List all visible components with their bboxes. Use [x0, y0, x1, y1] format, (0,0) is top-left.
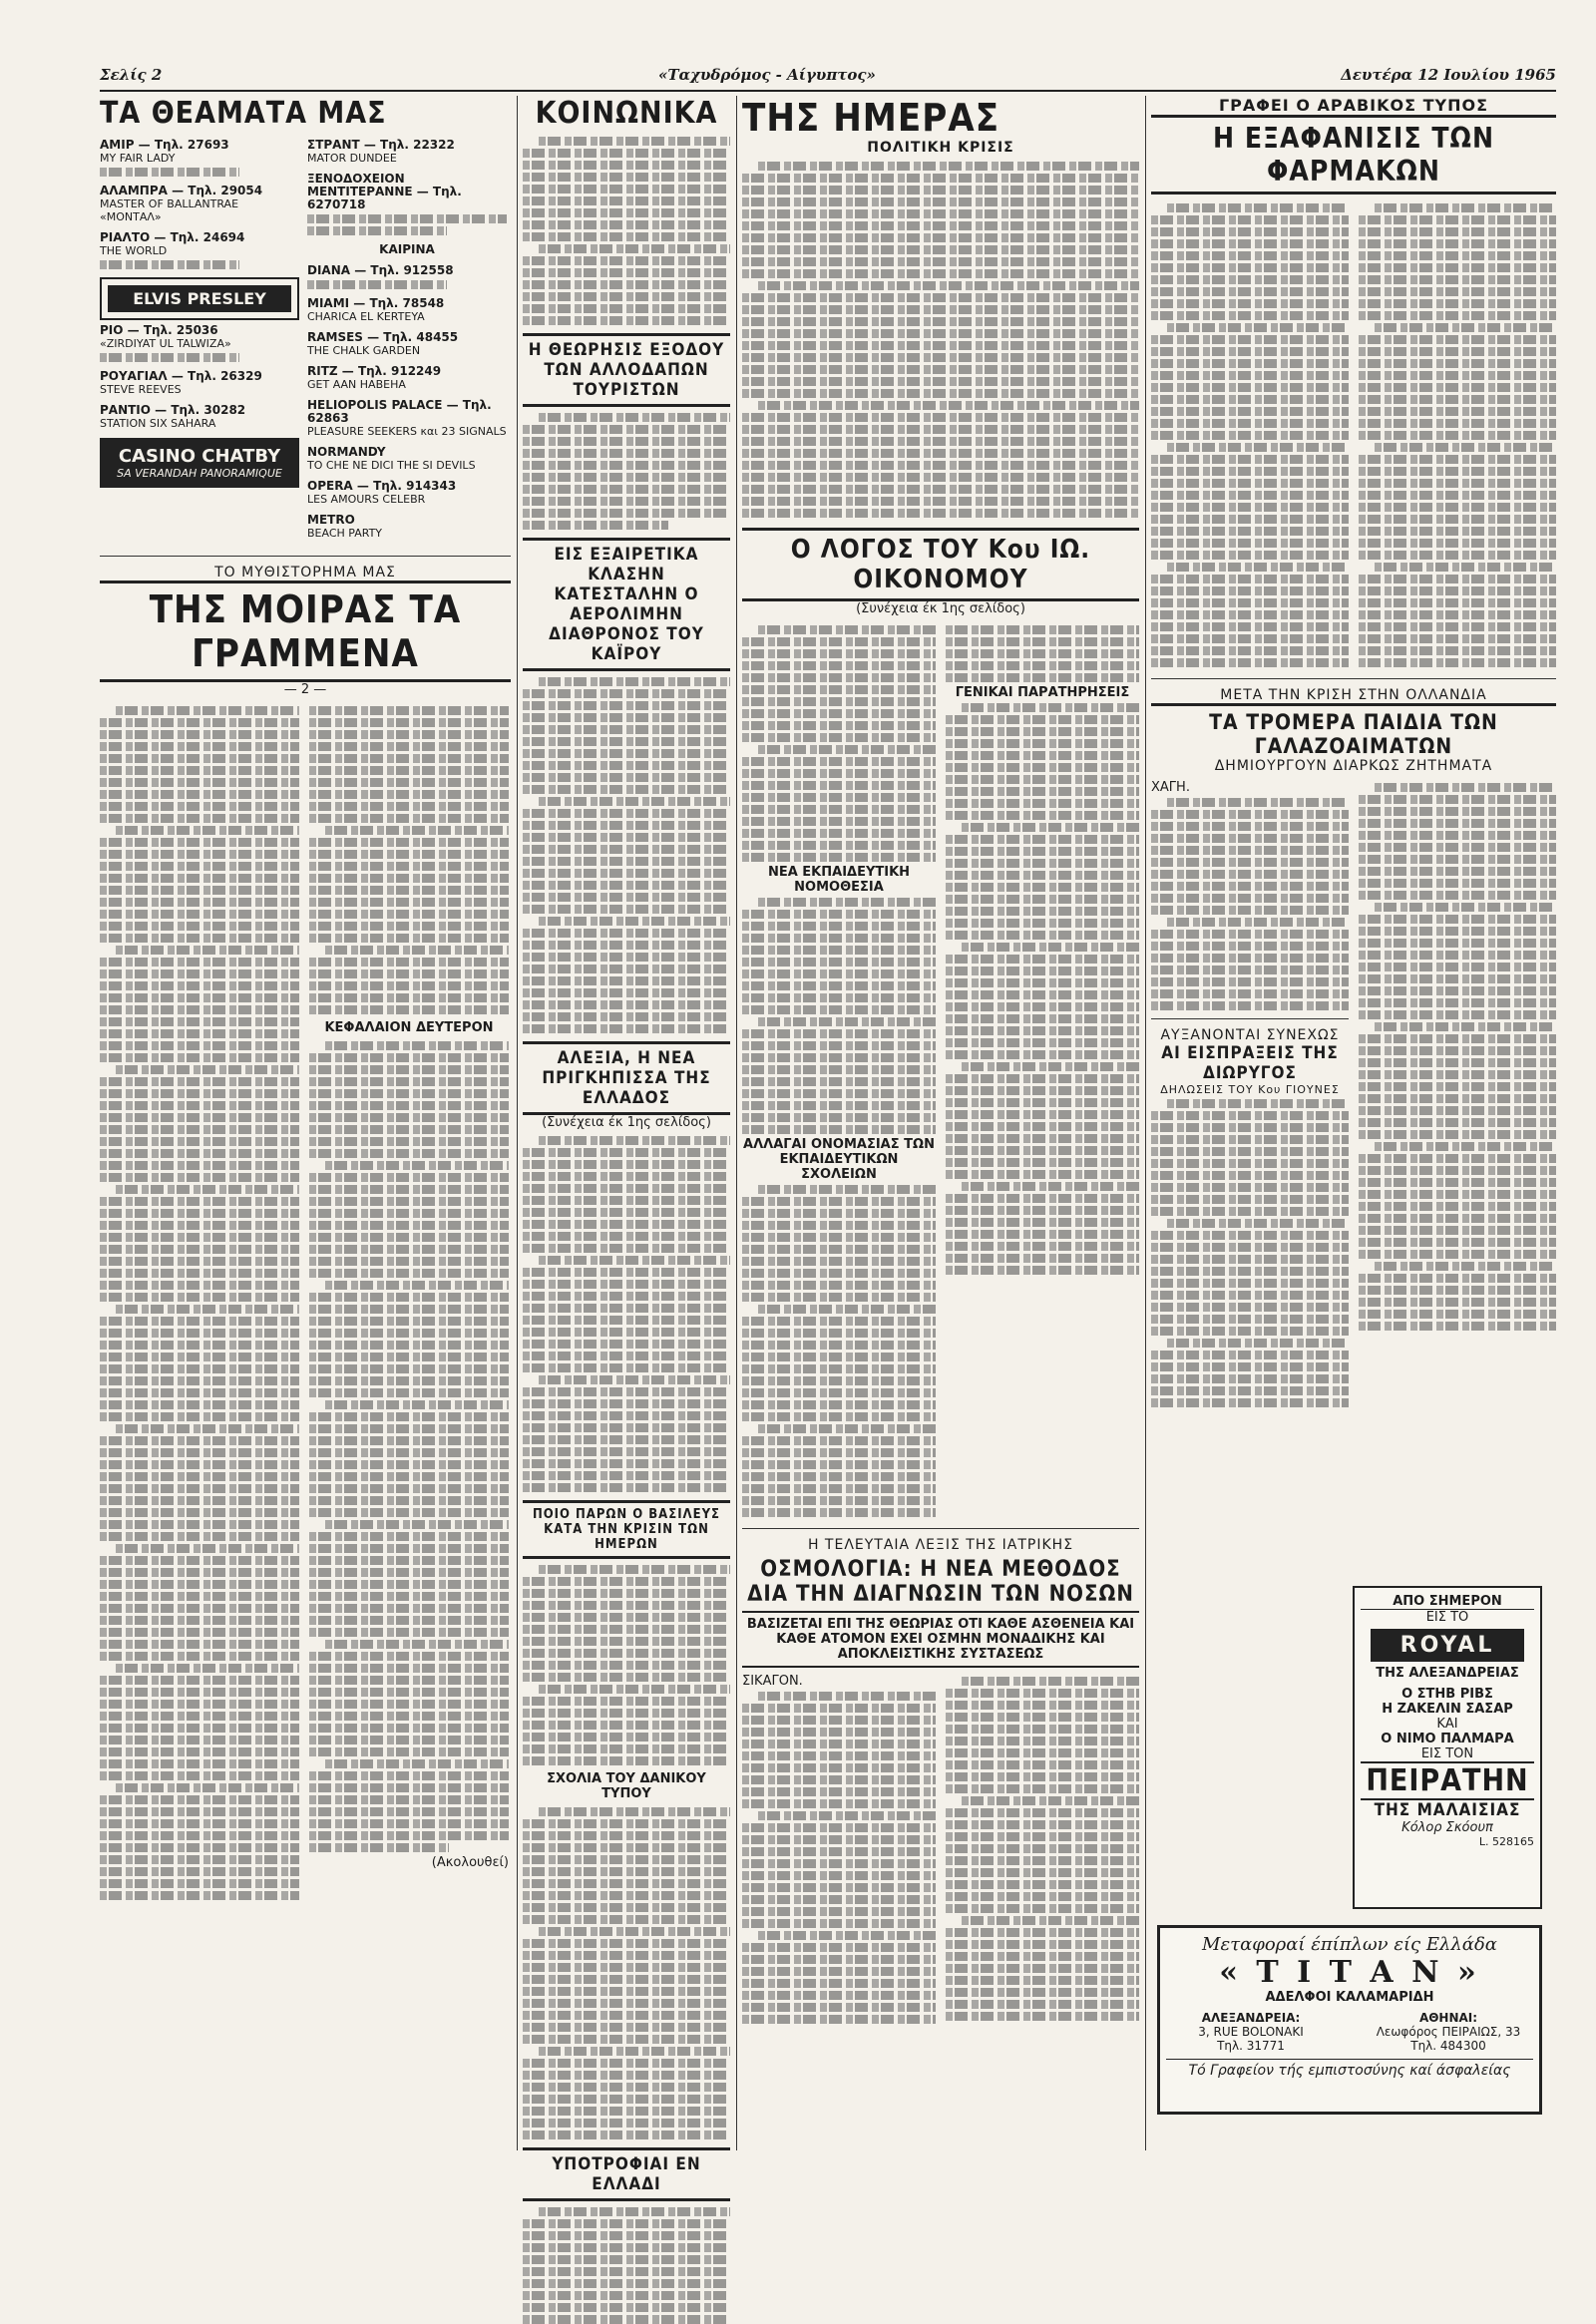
subheading: ΓΕΝΙΚΑΙ ΠΑΡΑΤΗΡΗΣΕΙΣ [955, 685, 1130, 700]
titan-owners: ΑΔΕΛΦΟΙ ΚΑΛΑΜΑΡΙΔΗ [1265, 1990, 1434, 2005]
drugs-text-right [1359, 200, 1556, 670]
holland-text-left [1151, 780, 1349, 1410]
masthead [100, 64, 1556, 92]
medical-subtitle: ΒΑΣΙΖΕΤΑΙ ΕΠΙ ΤΗΣ ΘΕΩΡΙΑΣ ΟΤΙ ΚΑΘΕ ΑΣΘΕΝΕΙΑ ΚΑΙ ΚΑΘΕ ΑΤΟΜΟΝ ΕΧΕΙ ΟΣΜΗΝ ΜΟΝΑΔΙΚΗΣ ΚΑΙ ΑΠΟΚΛΕΙΣΤΙΚΗΣ ΣΥΣΤΑΣΕΩΣ [742, 1611, 1139, 1668]
elvis-ad: ELVIS PRESLEY [100, 277, 299, 320]
article-heading: ΣΧΟΛΙΑ ΤΟΥ ΔΑΝΙΚΟΥ ΤΥΠΟΥ [547, 1771, 706, 1801]
holland-subtitle: ΔΗΜΙΟΥΡΓΟΥΝ ΔΙΑΡΚΩΣ ΖΗΤΗΜΑΤΑ [1214, 758, 1493, 774]
medical-text-left [742, 1674, 936, 2027]
cinema-ad-top: ΑΠΟ ΣΗΜΕΡΟΝ [1361, 1594, 1534, 1610]
speech-continuation: (Συνέχεια έκ 1ης σελίδος) [856, 601, 1025, 616]
cinema-ad-eis-ton: ΕΙΣ ΤΟΝ [1420, 1746, 1474, 1761]
theatre-entry: ΚΑΙΡΙΝΑ [379, 242, 435, 256]
column-social [523, 96, 730, 2194]
serial-more: (Ακολουθεί) [431, 1855, 509, 1870]
day-heading: ΤΗΣ ΗΜΕΡΑΣ [742, 96, 1000, 140]
cast-3: Ο ΝΙΜΟ ΠΑΛΜΑΡΑ [1381, 1732, 1514, 1746]
drugs-title: Η ΕΞΑΦΑΝΙΣΙΣ ΤΩΝ ΦΑΡΜΑΚΩΝ [1151, 115, 1556, 194]
cast-and: ΚΑΙ [1436, 1717, 1458, 1732]
page-number: Σελίς 2 [100, 66, 163, 84]
arab-press-kicker: ΓΡΑΦΕΙ Ο ΑΡΑΒΙΚΟΣ ΤΥΠΟΣ [1218, 96, 1489, 115]
theatre-entry: ΡΙΑΛΤΟ — Τηλ. 24694 THE WORLD [100, 231, 299, 269]
theatre-entry: ΑΛΑΜΠΡΑ — Τηλ. 29054 MASTER OF BALLANTRAE «ΜΟΝΤΑΛ» [100, 184, 263, 223]
theatre-entry: ΣΤΡΑΝΤ — Τηλ. 22322 MATOR DUNDEE [307, 138, 455, 165]
speech-heading: Ο ΛΟΓΟΣ ΤΟΥ Κου ΙΩ. ΟΙΚΟΝΟΜΟΥ [742, 528, 1139, 601]
paper-name: «Ταχυδρόμος - Αίγυπτος» [658, 66, 876, 84]
article-heading: ΥΠΟΤΡΟΦΙΑΙ ΕΝ ΕΛΛΑΔΙ [523, 2147, 730, 2201]
titan-line1: Μεταφοραί έπίπλων είς Ελλάδα [1202, 1934, 1497, 1955]
holland-title: ΤΑ ΤΡΟΜΕΡΑ ΠΑΙΔΙΑ ΤΩΝ ΓΑΛΑΖΟΑΙΜΑΤΩΝ [1151, 703, 1556, 758]
theatre-entry: AMIP — Τηλ. 27693 MY FAIR LADY [100, 139, 299, 177]
serial-text-left [100, 703, 299, 1903]
theatre-entry: ΡΙΟ — Τηλ. 25036 «ZIRDIYAT UL TALWIZA» [100, 324, 299, 362]
section-heading: ΠΟΛΙΤΙΚΗ ΚΡΙΣΙΣ [867, 140, 1014, 156]
canal-subtitle: ΔΗΛΩΣΕΙΣ ΤΟΥ Κου ΓΙΟΥΝΕΣ [1160, 1083, 1340, 1096]
film-title: ΠΕΙΡΑΤΗΝ [1361, 1761, 1534, 1800]
article-heading: Η ΘΕΩΡΗΣΙΣ ΕΞΟΔΟΥ ΤΩΝ ΑΛΛΟΔΑΠΩΝ ΤΟΥΡΙΣΤΩΝ [523, 333, 730, 407]
column-of-the-day [742, 96, 1139, 2150]
film-title-2: ΤΗΣ ΜΑΛΑΙΣΙΑΣ [1374, 1800, 1521, 1820]
column-theatres [100, 96, 511, 2150]
theatre-entry: DIANA — Τηλ. 912558 [307, 264, 507, 289]
issue-date: Δευτέρα 12 Ιουλίου 1965 [1341, 66, 1556, 84]
column-rule [1145, 96, 1146, 2150]
drugs-text-left [1151, 200, 1349, 670]
theatre-entry: MIAMI — Τηλ. 78548 CHARICA EL KERTEYA [307, 296, 445, 323]
titan-athens: ΑΘΗΝΑΙ: Λεωφόρος ΠΕΙΡΑΙΩΣ, 33 Τηλ. 484300 [1376, 2011, 1521, 2053]
column-rule [736, 96, 737, 2150]
theatre-entry: METRO BEACH PARTY [307, 513, 383, 540]
theatre-entry: ΞΕΝΟΔΟΧΕΙΟΝ ΜΕΝΤΙΤΕΡΑΝΝΕ — Τηλ. 6270718 [307, 173, 507, 235]
titan-ad [1157, 1925, 1542, 2115]
theatre-entry: RITZ — Τηλ. 912249 GET AAN HABEHA [307, 364, 442, 391]
speech-text-left [742, 622, 936, 1520]
article-heading: ΕΙΣ ΕΞΑΙΡΕΤΙΚΑ ΚΛΑΣΗΝ ΚΑΤΕΣΤΑΛΗΝ Ο ΑΕΡΟΛΙΜΗΝ ΔΙΑΘΡΟΝΟΣ ΤΟΥ ΚΑΪΡΟΥ [523, 538, 730, 671]
serial-part: — 2 — [283, 682, 327, 697]
article-heading: ΑΛΕΞΙΑ, Η ΝΕΑ ΠΡΙΓΚΗΠΙΣΣΑ ΤΗΣ ΕΛΛΑΔΟΣ [523, 1041, 730, 1115]
subheading: ΑΛΛΑΓΑΙ ΟΝΟΜΑΣΙΑΣ ΤΩΝ ΕΚΠΑΙΔΕΥΤΙΚΩΝ ΣΧΟΛΕΙΩΝ [743, 1137, 935, 1182]
theatre-entry: OPERA — Τηλ. 914343 LES AMOURS CELEBR [307, 479, 457, 506]
casino-ad: CASINO CHATBY SA VERANDAH PANORAMIQUE [100, 438, 299, 488]
dateline: ΧΑΓΗ. [1151, 780, 1190, 795]
theatre-entry: RAMSES — Τηλ. 48455 THE CHALK GARDEN [307, 330, 459, 357]
medical-kicker: Η ΤΕΛΕΥΤΑΙΑ ΛΕΞΙΣ ΤΗΣ ΙΑΤΡΙΚΗΣ [807, 1537, 1074, 1553]
theatre-entry: ΡΑΝΤΙΟ — Τηλ. 30282 STATION SIX SAHARA [100, 403, 246, 430]
theatre-list-right [307, 137, 507, 548]
holland-kicker: ΜΕΤΑ ΤΗΝ ΚΡΙΣΗ ΣΤΗΝ ΟΛΛΑΝΔΙΑ [1220, 687, 1487, 703]
canal-title: ΑΙ ΕΙΣΠΡΑΞΕΙΣ ΤΗΣ ΔΙΩΡΥΓΟΣ [1161, 1043, 1339, 1083]
column-rule [517, 96, 518, 2150]
ad-code: L. 528165 [1478, 1835, 1534, 1848]
cast-1: Ο ΣΤΗΒ ΡΙΒΣ [1401, 1687, 1493, 1702]
titan-name: « Τ Ι Τ Α Ν » [1219, 1955, 1480, 1990]
theatre-entry: ΡΟΥΑΓΙΑΛ — Τηλ. 26329 STEVE REEVES [100, 369, 262, 396]
cinema-ad-eis-to: ΕΙΣ ΤΟ [1425, 1610, 1469, 1625]
dateline: ΣΙΚΑΓΟΝ. [742, 1674, 803, 1689]
titan-alex: ΑΛΕΞΑΝΔΡΕΙΑ: 3, RUE BOLONAKI Τηλ. 31771 [1198, 2011, 1304, 2053]
serial-kicker: ΤΟ ΜΥΘΙΣΤΟΡΗΜΑ ΜΑΣ [214, 565, 396, 581]
cast-2: Η ΖΑΚΕΛΙΝ ΣΑΣΑΡ [1382, 1702, 1513, 1717]
cinema-city: ΤΗΣ ΑΛΕΞΑΝΔΡΕΙΑΣ [1376, 1666, 1519, 1681]
subheading: ΝΕΑ ΕΚΠΑΙΔΕΥΤΙΚΗ ΝΟΜΟΘΕΣΙΑ [767, 865, 911, 895]
serial-text-right [309, 703, 509, 1903]
social-heading: ΚΟΙΝΩΝΙΚΑ [535, 96, 718, 131]
theatres-heading: ΤΑ ΘΕΑΜΑΤΑ ΜΑΣ [100, 96, 387, 131]
medical-text-right [946, 1674, 1139, 2027]
titan-slogan: Τό Γραφείον τής εμπιστοσύνης καί άσφαλείας [1166, 2059, 1533, 2079]
holland-text-right [1359, 780, 1556, 1410]
theatre-entry: NORMANDY TO CHE NE DICI THE SI DEVILS [307, 445, 476, 472]
cinema-logo: ROYAL [1371, 1629, 1524, 1662]
medical-title: ΟΣΜΟΛΟΓΙΑ: Η ΝΕΑ ΜΕΘΟΔΟΣ ΔΙΑ ΤΗΝ ΔΙΑΓΝΩΣΙΝ ΤΩΝ ΝΟΣΩΝ [747, 1557, 1134, 1607]
film-color: Κόλορ Σκόουπ [1401, 1820, 1493, 1835]
article-continuation: (Συνέχεια έκ 1ης σελίδος) [542, 1115, 711, 1130]
chapter-heading: ΚΕΦΑΛΑΙΟΝ ΔΕΥΤΕΡΟΝ [324, 1020, 494, 1035]
theatre-entry: HELIOPOLIS PALACE — Τηλ. 62863 PLEASURE SEEKERS και 23 SIGNALS [307, 398, 507, 438]
theatre-list-left [100, 137, 299, 548]
speech-text-right [946, 622, 1139, 1520]
article-heading: ΠΟΙΟ ΠΑΡΩΝ Ο ΒΑΣΙΛΕΥΣ ΚΑΤΑ ΤΗΝ ΚΡΙΣΙΝ ΤΩΝ ΗΜΕΡΩΝ [523, 1500, 730, 1559]
serial-title: ΤΗΣ ΜΟΙΡΑΣ ΤΑ ΓΡΑΜΜΕΝΑ [100, 581, 511, 682]
cinema-ad [1353, 1586, 1542, 1909]
canal-kicker: ΑΥΞΑΝΟΝΤΑΙ ΣΥΝΕΧΩΣ [1160, 1027, 1340, 1043]
